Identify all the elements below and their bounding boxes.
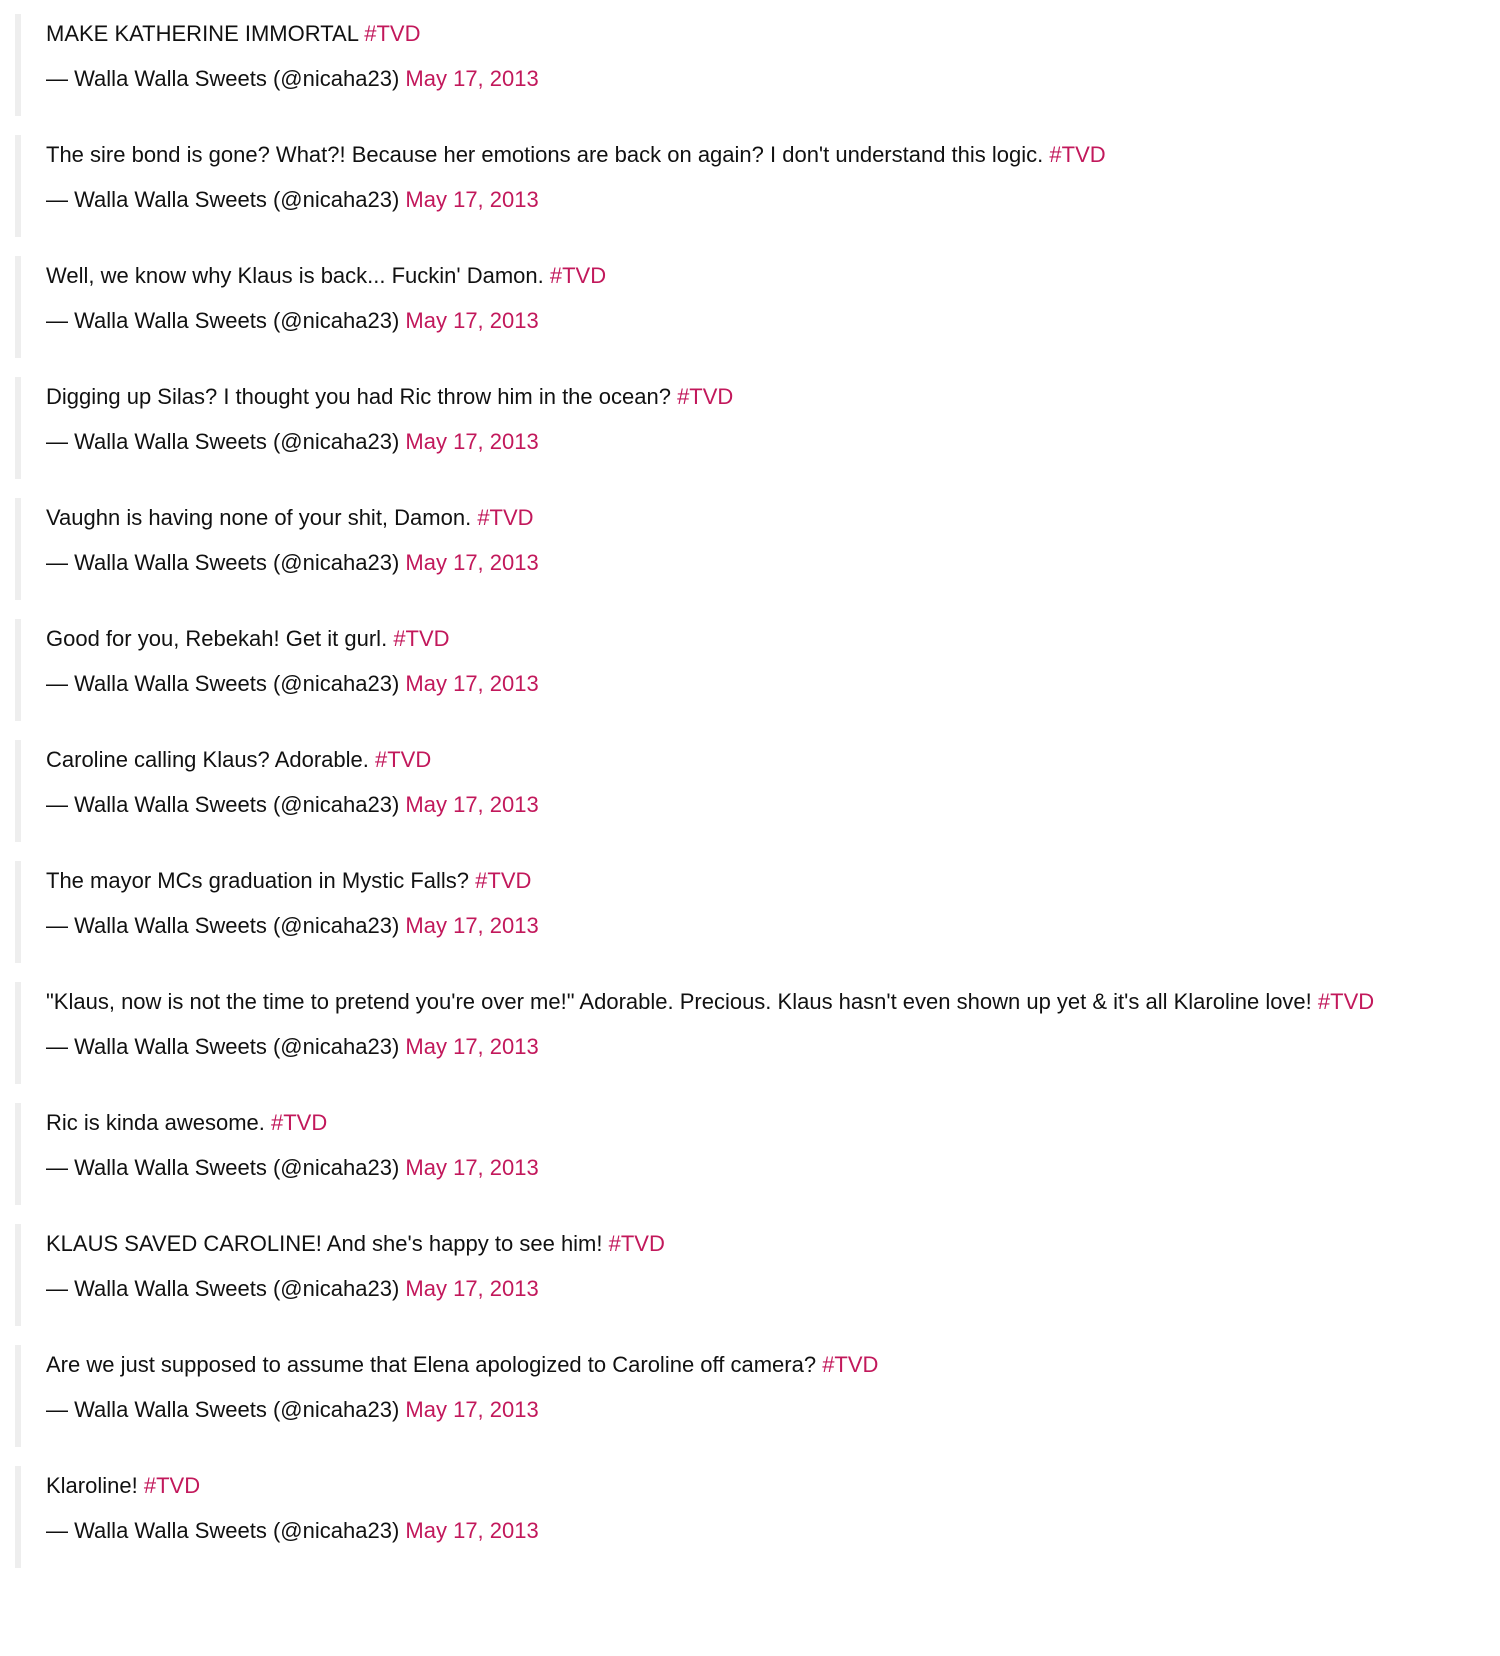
hashtag-link[interactable]: #TVD [475,868,532,893]
tweet-text-line [46,861,531,901]
tweet-date-link[interactable]: May 17, 2013 [405,1155,539,1180]
tweet-author: — Walla Walla Sweets (@nicaha23) [46,913,400,938]
hashtag-link[interactable]: #TVD [1049,142,1106,167]
tweet-attribution [46,1511,539,1551]
tweet-text: Are we just supposed to assume that Elena apologized to Caroline off camera? [46,1352,817,1377]
hashtag-link[interactable]: #TVD [143,1473,201,1498]
tweet-text: Well, we know why Klaus is back... Fuckin' Damon. [46,263,544,288]
tweet-attribution [46,906,539,946]
tweet-attribution [46,785,539,825]
tweet-date-link[interactable]: May 17, 2013 [405,308,539,333]
tweet-attribution [46,59,539,99]
tweet-text-line [46,498,534,538]
tweet-author: — Walla Walla Sweets (@nicaha23) [46,792,400,817]
tweet-text: "Klaus, now is not the time to pretend you're over me!" Adorable. Precious. Klaus hasn't even shown up yet & it's all Klaroline love! [46,989,1312,1014]
tweet-date-link[interactable]: May 17, 2013 [405,913,539,938]
tweet-text-line [46,619,450,659]
tweet-text-line [46,377,733,417]
embedded-tweet [15,1345,1475,1447]
tweet-text-line [46,1345,878,1385]
tweet-text-line [46,135,1106,175]
tweet-author: — Walla Walla Sweets (@nicaha23) [46,1397,400,1422]
embedded-tweet [15,256,1475,358]
embedded-tweet [15,982,1475,1084]
tweet-date-link[interactable]: May 17, 2013 [405,1518,539,1543]
hashtag-link[interactable]: #TVD [1317,989,1375,1014]
tweet-author: — Walla Walla Sweets (@nicaha23) [46,1155,400,1180]
tweet-attribution [46,301,539,341]
tweet-text-line [46,1103,327,1143]
embedded-tweet [15,1103,1475,1205]
tweet-attribution [46,664,539,704]
tweet-attribution [46,1148,539,1188]
hashtag-link[interactable]: #TVD [549,263,607,288]
tweet-author: — Walla Walla Sweets (@nicaha23) [46,308,400,333]
tweet-date-link[interactable]: May 17, 2013 [405,429,539,454]
hashtag-link[interactable]: #TVD [677,384,734,409]
embedded-tweet [15,14,1475,116]
tweet-author: — Walla Walla Sweets (@nicaha23) [46,550,400,575]
tweet-text-line [46,1224,665,1264]
tweet-text: Ric is kinda awesome. [46,1110,265,1135]
hashtag-link[interactable]: #TVD [822,1352,879,1377]
tweet-text: KLAUS SAVED CAROLINE! And she's happy to see him! [46,1231,603,1256]
tweet-text-line [46,14,421,54]
tweet-text: Good for you, Rebekah! Get it gurl. [46,626,388,651]
tweet-attribution [46,1390,539,1430]
hashtag-link[interactable]: #TVD [364,21,421,46]
embedded-tweet [15,1224,1475,1326]
tweet-author: — Walla Walla Sweets (@nicaha23) [46,1034,400,1059]
embedded-tweet [15,619,1475,721]
tweet-author: — Walla Walla Sweets (@nicaha23) [46,187,400,212]
hashtag-link[interactable]: #TVD [477,505,534,530]
tweet-attribution [46,543,539,583]
tweet-text: MAKE KATHERINE IMMORTAL [46,21,359,46]
embedded-tweet [15,1466,1475,1568]
embedded-tweet [15,135,1475,237]
tweet-text: The mayor MCs graduation in Mystic Falls? [46,868,470,893]
tweet-author: — Walla Walla Sweets (@nicaha23) [46,429,400,454]
tweet-date-link[interactable]: May 17, 2013 [405,792,539,817]
tweet-date-link[interactable]: May 17, 2013 [405,1397,539,1422]
tweet-text: Vaughn is having none of your shit, Damon. [46,505,472,530]
tweet-text: Klaroline! [46,1473,138,1498]
embedded-tweet [15,861,1475,963]
hashtag-link[interactable]: #TVD [608,1231,665,1256]
tweet-date-link[interactable]: May 17, 2013 [405,1276,539,1301]
tweet-text-line [46,740,431,780]
tweet-attribution [46,180,539,220]
hashtag-link[interactable]: #TVD [375,747,432,772]
tweet-text-line [46,982,1374,1022]
tweet-date-link[interactable]: May 17, 2013 [405,1034,539,1059]
tweet-attribution [46,1027,539,1067]
tweet-author: — Walla Walla Sweets (@nicaha23) [46,671,400,696]
tweet-author: — Walla Walla Sweets (@nicaha23) [46,1518,400,1543]
tweet-attribution [46,422,539,462]
hashtag-link[interactable]: #TVD [393,626,450,651]
embedded-tweet [15,498,1475,600]
hashtag-link[interactable]: #TVD [271,1110,328,1135]
embedded-tweet [15,377,1475,479]
tweet-date-link[interactable]: May 17, 2013 [405,66,539,91]
tweet-attribution [46,1269,539,1309]
tweet-text: The sire bond is gone? What?! Because her emotions are back on again? I don't understand this logic. [46,142,1044,167]
tweet-date-link[interactable]: May 17, 2013 [405,187,539,212]
tweet-author: — Walla Walla Sweets (@nicaha23) [46,1276,400,1301]
tweet-author: — Walla Walla Sweets (@nicaha23) [46,66,400,91]
tweet-text: Caroline calling Klaus? Adorable. [46,747,369,772]
tweet-date-link[interactable]: May 17, 2013 [405,671,539,696]
tweet-text-line [46,256,606,296]
embedded-tweet [15,740,1475,842]
tweet-text-line [46,1466,200,1506]
tweet-text: Digging up Silas? I thought you had Ric throw him in the ocean? [46,384,671,409]
tweet-date-link[interactable]: May 17, 2013 [405,550,539,575]
